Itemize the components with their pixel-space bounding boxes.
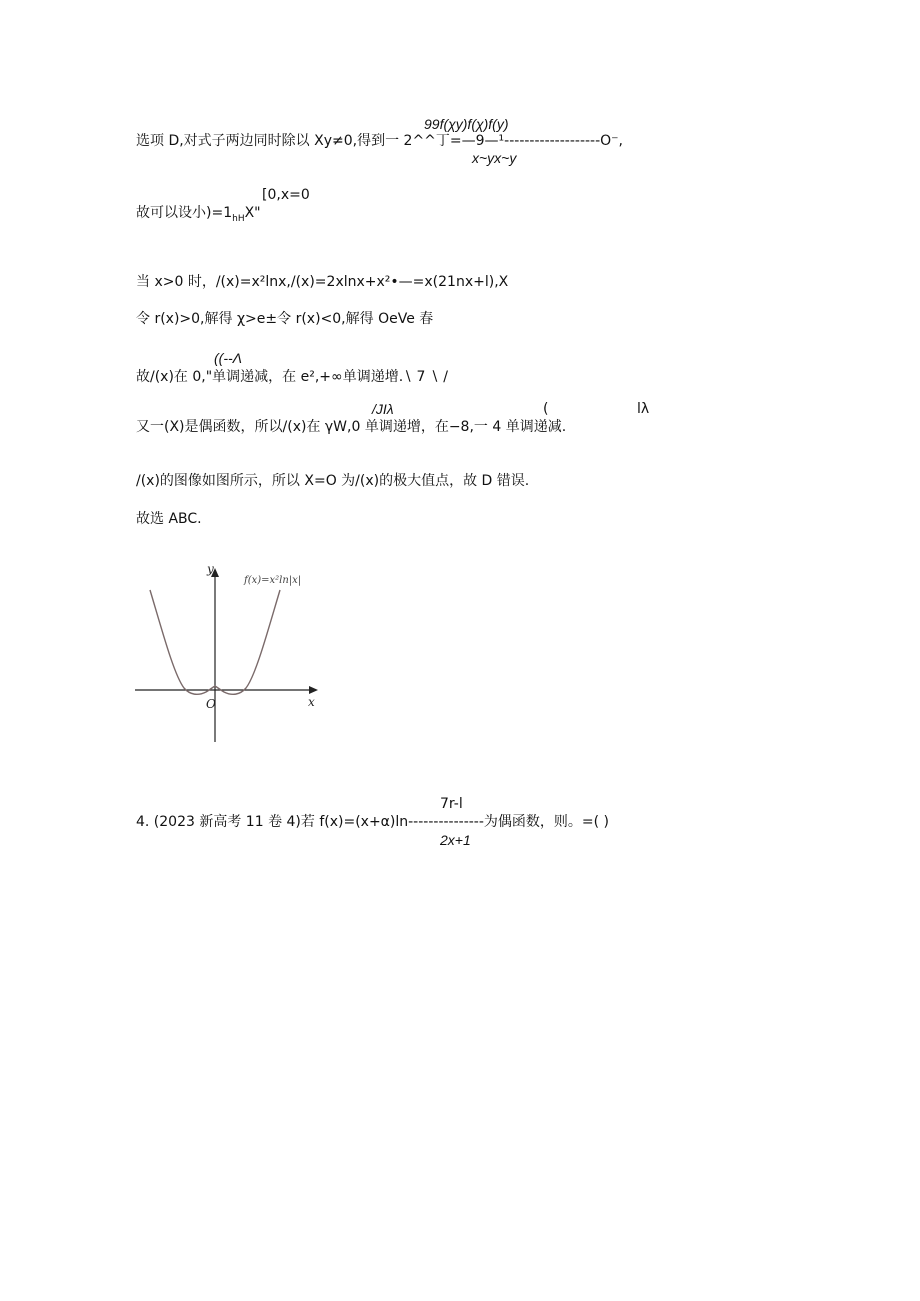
fraction-denominator: x~yx~y [472,150,517,166]
even-upper-right: lλ [637,401,650,417]
x-axis-label: x [308,695,315,709]
mono-upper: ((--Λ [214,350,242,366]
even-function-line: 又一(X)是偶函数，所以/(x)在 γW,0 单调递增，在−8,一 4 单调递减. [136,419,567,435]
option-d-line: 选项 D,对式子两边同时除以 Xy≠0,得到一 2^^丁=—9—¹-------------------O⁻, [136,133,624,149]
q4-fraction-denominator: 2x+1 [440,832,471,848]
graph-statement: /(x)的图像如图所示，所以 X=O 为/(x)的极大值点，故 D 错误. [136,473,530,489]
derivative-line: 当 x>0 时，/(x)=x²lnx,/(x)=2xlnx+x²•—=x(21nx+l),X [136,274,509,290]
x-axis-arrow [309,686,318,694]
origin-label: O [206,697,216,711]
even-upper-mid: ( [543,401,549,417]
piecewise-upper: [0,x=0 [262,187,310,203]
curve-label: f(x)=x²ln|x| [244,575,302,586]
question-4-line: 4. (2023 新高考 11 卷 4)若 f(x)=(x+α)ln---------------为偶函数，则。=( ) [136,814,610,830]
even-upper-left: /JIλ [372,401,394,417]
y-axis-label: y [207,562,214,576]
monotonic-line: 故/(x)在 0,"单调递减，在 e²,+∞单调递增.∖ 7 ∖ / [136,369,448,385]
answer-line: 故选 ABC. [136,511,202,527]
fraction-numerator: 99f(χy)f(χ)f(y) [424,116,509,132]
function-graph [132,560,332,745]
solve-line: 令 r(x)>0,解得 χ>e±令 r(x)<0,解得 OeVe 春 [136,311,434,327]
q4-fraction-numerator: 7r-l [440,796,463,812]
piecewise-line: 故可以设小)$=1_{hH}X$" [136,205,261,224]
